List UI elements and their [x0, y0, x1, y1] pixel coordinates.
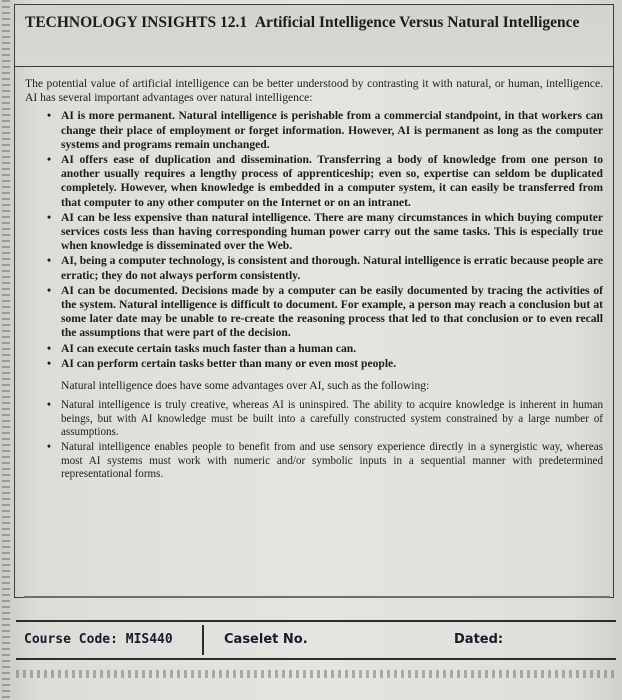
bullet-icon: •: [47, 399, 51, 412]
divider: [202, 625, 204, 655]
caselet-number: Caselet No.: [224, 632, 308, 647]
bullet-icon: •: [47, 153, 52, 167]
list-item: • AI can be less expensive than natural intelligence. There are many circumstances in which buying computer services costs less than having corresponding human power carry out the same tasks. This is especially true when knowledge is disseminated over the Web.: [47, 210, 603, 253]
intro-paragraph: The potential value of artificial intelligence can be better understood by contrasting it with natural, or human, intelligence. AI has several important advantages over natural intelligence:: [25, 77, 603, 105]
list-item: • AI, being a computer technology, is consistent and thorough. Natural intelligence is erratic because people are erratic; they do not always perform consistently.: [47, 254, 603, 282]
list-item: • AI offers ease of duplication and dissemination. Transferring a body of knowledge from one person to another usually requires a lengthy process of apprenticeship; even so, expertise can seldom be duplicated completely. However, when knowledge is embedded in a computer system, it can easily be transferred from that computer to any other computer on the Internet or on an intranet.: [47, 153, 603, 209]
insight-box: [14, 4, 614, 598]
bullet-icon: •: [47, 109, 52, 123]
bullet-icon: •: [47, 283, 52, 297]
natural-intro: Natural intelligence does have some advantages over AI, such as the following:: [61, 379, 430, 393]
list-item: • AI can perform certain tasks better than many or even most people.: [47, 356, 397, 370]
course-bar: [16, 620, 616, 660]
list-item: • AI is more permanent. Natural intelligence is perishable from a commercial standpoint, in that workers can change their place of employment or forget information. However, AI is permanent as long as the computer systems and programs remain unchanged.: [47, 109, 603, 151]
page-bottom-edge: [16, 670, 616, 678]
footer-divider: [24, 590, 610, 598]
list-item: • AI can execute certain tasks much faster than a human can.: [47, 341, 357, 355]
natural-advantages-list: [25, 399, 603, 482]
insight-title: [25, 13, 603, 33]
dated-field: Dated:: [454, 632, 504, 647]
page-left-edge: [2, 0, 10, 700]
title-prefix: TECHNOLOGY INSIGHTS 12.1: [25, 14, 248, 31]
bullet-icon: •: [47, 210, 52, 224]
insight-content: [25, 77, 603, 483]
ai-advantages-list: [25, 109, 603, 371]
list-item: • AI can be documented. Decisions made by a computer can be easily documented by tracing the activities of the system. Natural intelligence is difficult to document. For example, a person may reach a conclusion but at some later date may be unable to re-create the reasoning process that led to that conclusion or to even recall the assumptions that were part of the decision.: [47, 283, 603, 340]
title-main: Artificial Intelligence Versus Natural Intelligence: [254, 14, 580, 31]
bullet-icon: •: [47, 254, 52, 268]
insight-header: [15, 5, 613, 67]
list-item: • Natural intelligence enables people to benefit from and use sensory experience directly in a synergistic way, whereas most AI systems must work with numeric and/or symbolic inputs in a sequential manner with predetermined representational forms.: [47, 441, 603, 481]
bullet-icon: •: [47, 356, 52, 370]
bullet-icon: •: [47, 441, 51, 454]
bullet-icon: •: [47, 341, 52, 355]
course-code: Course Code: MIS440: [24, 632, 173, 647]
list-item: • Natural intelligence is truly creative, whereas AI is uninspired. The ability to acquire knowledge is inherent in human beings, but with AI knowledge must be built into a carefully constructed system constrained by a large number of assumptions.: [47, 399, 603, 439]
